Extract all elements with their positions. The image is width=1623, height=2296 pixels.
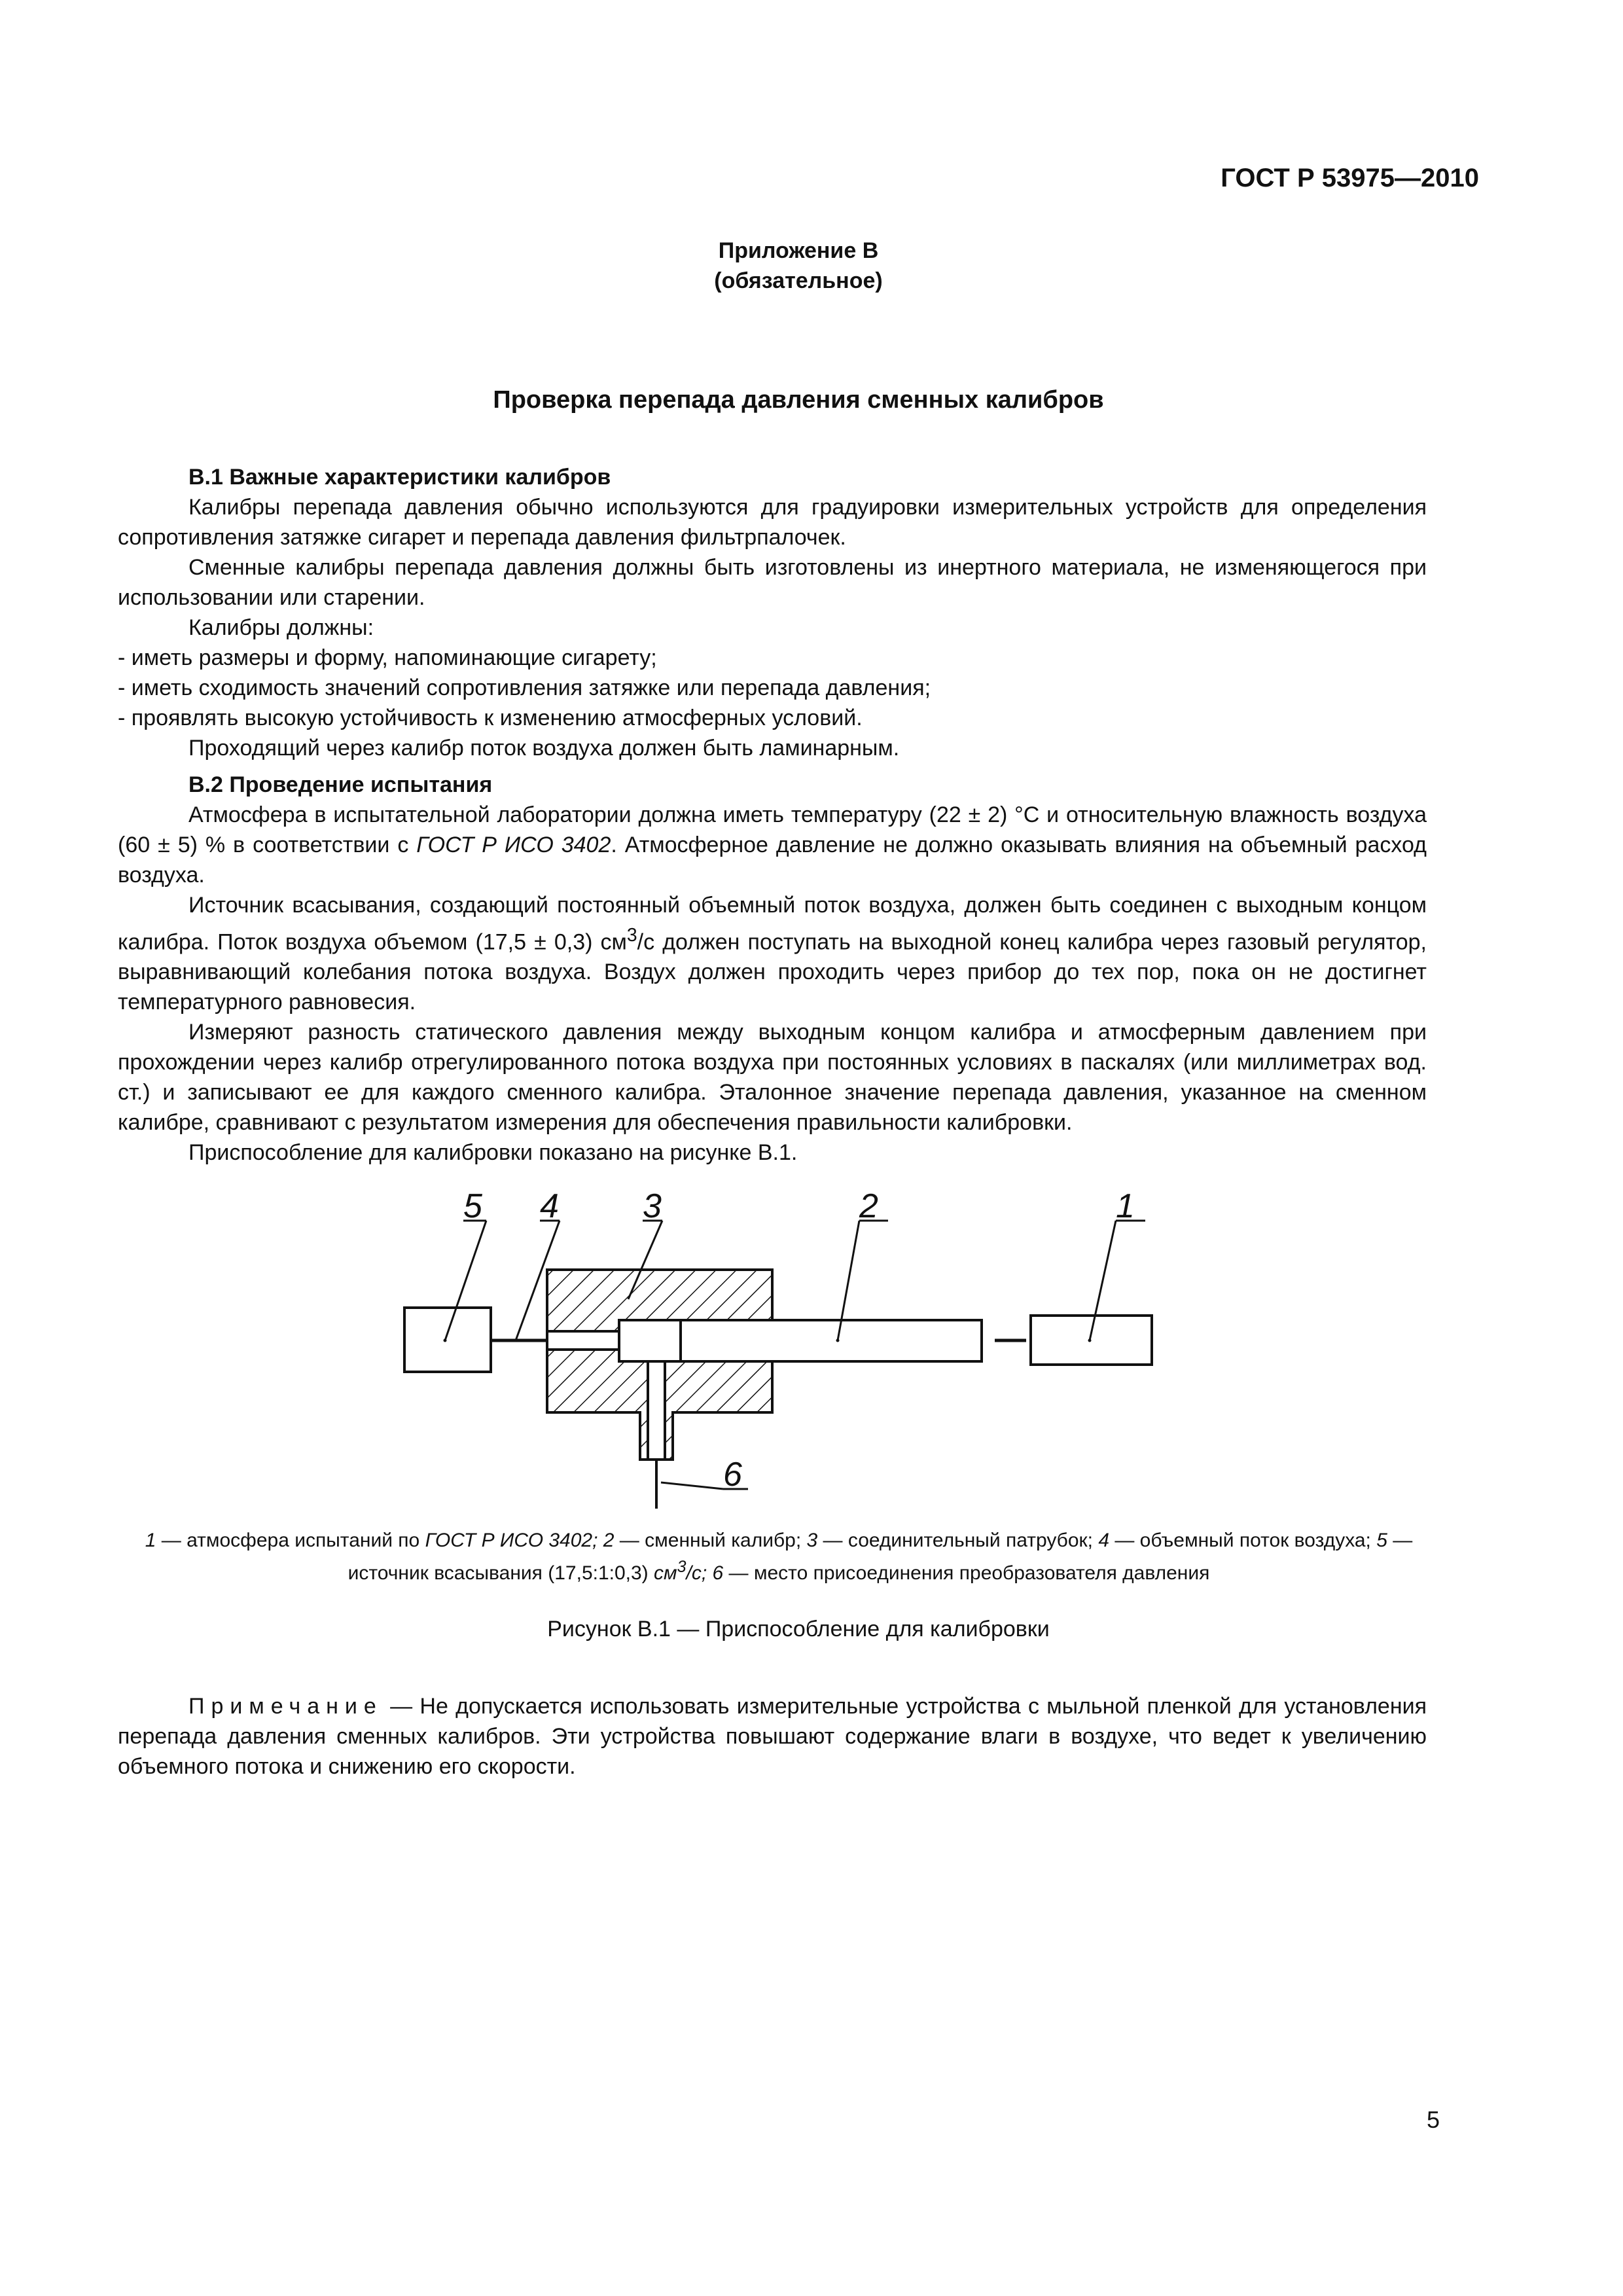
section-b2-heading: В.2 Проведение испытания bbox=[188, 772, 493, 797]
label-3: 3 bbox=[643, 1187, 662, 1225]
label-4: 4 bbox=[540, 1187, 559, 1225]
suction-source-box bbox=[404, 1308, 491, 1372]
paragraph: Калибры должны: bbox=[188, 615, 374, 640]
calibration-fixture-diagram bbox=[380, 1178, 1204, 1518]
appendix-status: (обязательное) bbox=[714, 268, 883, 293]
section-b1 bbox=[118, 462, 1427, 1168]
figure-legend: 1 — атмосфера испытаний по ГОСТ Р ИСО 3402; 2 — сменный калибр; 3 — соединительный патрубок; 4 — объемный поток воздуха; 5 — источник всасывания (17,5:1:0,3) $см^3/с$; 6 — место присоединения преобразователя давления bbox=[145, 1530, 1413, 1584]
note-text: — Не допускается использовать измерительные устройства с мыльной пленкой для установления перепада давления сменных калибров. Эти устройства повышают содержание влаги в воздухе, что ведет к увеличению объемного потока и снижению его скорости. bbox=[118, 1694, 1427, 1779]
label-1: 1 bbox=[1116, 1187, 1135, 1225]
note bbox=[118, 1691, 1427, 1782]
section-b1-heading: В.1 Важные характеристики калибров bbox=[188, 465, 611, 490]
note-label: Примечание bbox=[188, 1694, 383, 1719]
paragraph: Измеряют разность статического давления между выходным концом калибра и атмосферным давлением при прохождении через калибр отрегулированного потока воздуха при постоянных условиях в паскалях (или миллиметрах вод. ст.) и записывают ее для каждого сменного калибра. Эталонное значение перепада давления, указанное на сменном калибре, сравнивают с результатом измерения для обеспечения правильности калибровки. bbox=[118, 1020, 1427, 1136]
label-5: 5 bbox=[463, 1187, 482, 1225]
test-atmosphere-box bbox=[1031, 1316, 1152, 1365]
paragraph: Атмосфера в испытательной лаборатории должна иметь температуру (22 ± 2) °С и относительную влажность воздуха (60 ± 5) % в соответствии с ГОСТ Р ИСО 3402. Атмосферное давление не должно оказывать влияния на объемный расход воздуха. bbox=[118, 802, 1427, 888]
paragraph: Источник всасывания, создающий постоянный объемный поток воздуха, должен быть соединен с выходным концом калибра. Поток воздуха объемом (17,5 ± 0,3) $см^3/с$ должен поступать на выходной конец калибра через газовый регулятор, выравнивающий колебания потока воздуха. Воздух должен проходить через прибор до тех пор, пока он не достигнет температурного равновесия. bbox=[118, 893, 1427, 1015]
document-title: Проверка перепада давления сменных калибров bbox=[493, 386, 1104, 414]
appendix-title: Приложение В bbox=[718, 238, 879, 263]
list-item: - проявлять высокую устойчивость к изменению атмосферных условий. bbox=[118, 706, 863, 730]
page-number: 5 bbox=[1426, 2106, 1440, 2133]
label-2: 2 bbox=[859, 1187, 878, 1225]
paragraph: Проходящий через калибр поток воздуха должен быть ламинарным. bbox=[188, 736, 900, 761]
figure-caption: Рисунок В.1 — Приспособление для калибровки bbox=[547, 1617, 1050, 1641]
calibrator-rod bbox=[681, 1320, 982, 1361]
paragraph: Сменные калибры перепада давления должны быть изготовлены из инертного материала, не изменяющегося при использовании или старении. bbox=[118, 555, 1427, 610]
list-item: - иметь сходимость значений сопротивления затяжке или перепада давления; bbox=[118, 675, 931, 700]
paragraph: Приспособление для калибровки показано на рисунке В.1. bbox=[188, 1140, 798, 1166]
standard-reference: ГОСТ Р ИСО 3402 bbox=[416, 833, 611, 857]
list-item: - иметь размеры и форму, напоминающие сигарету; bbox=[118, 645, 657, 670]
label-6: 6 bbox=[723, 1456, 742, 1494]
standard-number: ГОСТ Р 53975—2010 bbox=[1221, 164, 1479, 192]
paragraph: Калибры перепада давления обычно используются для градуировки измерительных устройств для определения сопротивления затяжке сигарет и перепада давления фильтрпалочек. bbox=[118, 495, 1427, 550]
appendix-heading bbox=[118, 236, 1479, 296]
